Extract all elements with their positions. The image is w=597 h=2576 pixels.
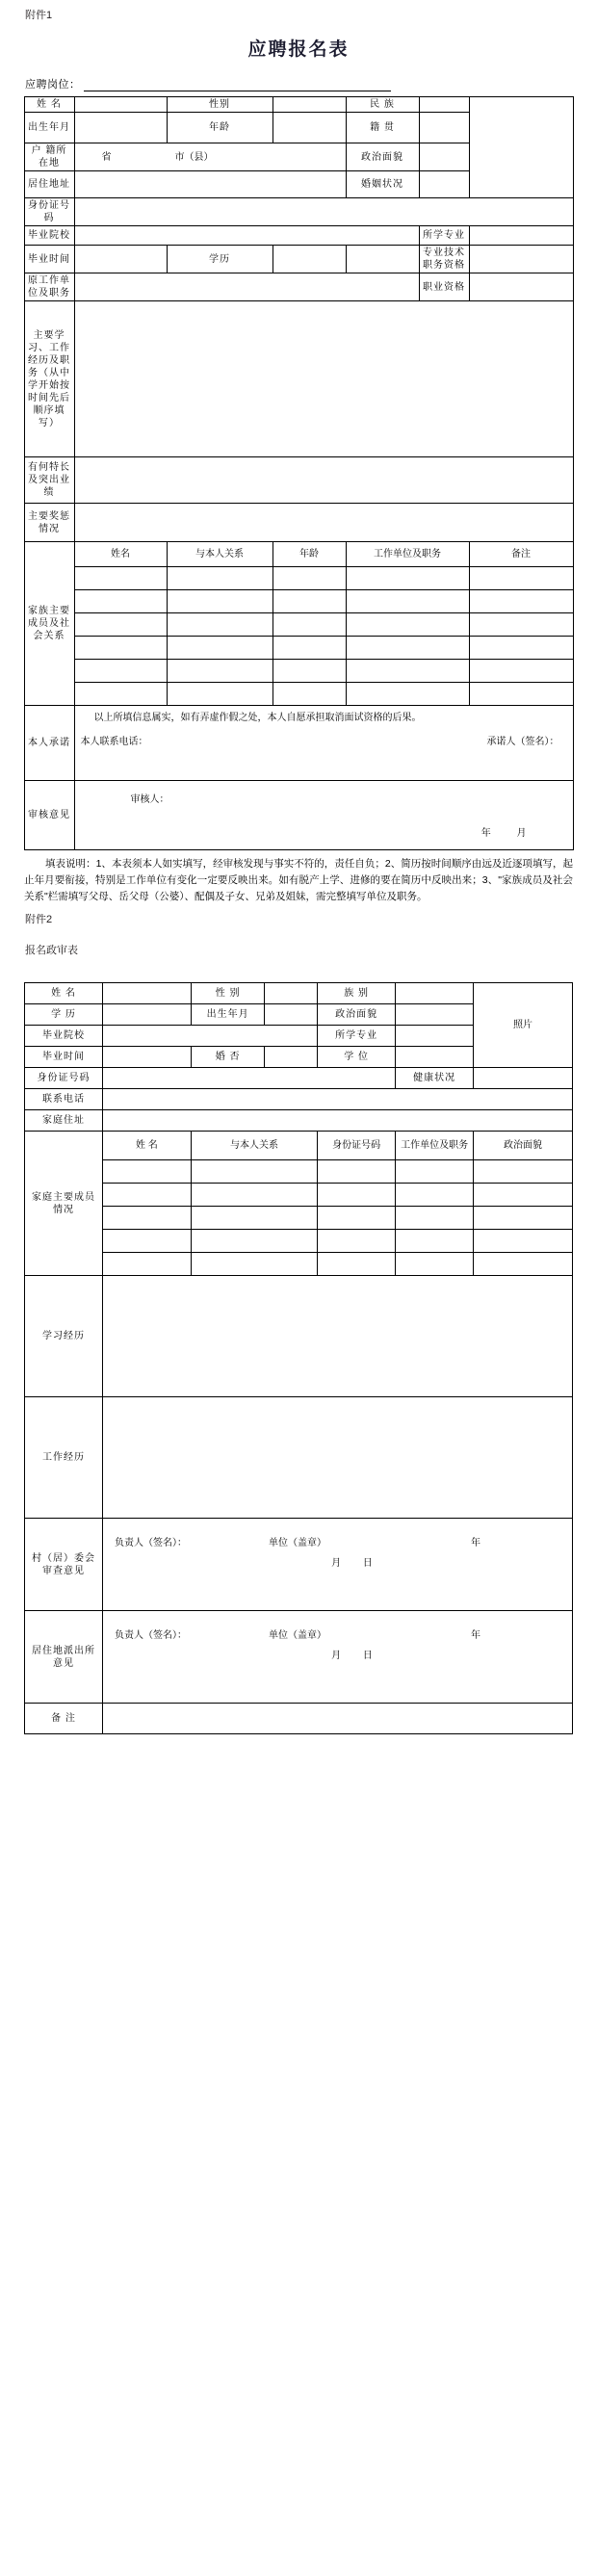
family-cell-relation[interactable]: [167, 590, 273, 613]
family-cell-relation[interactable]: [191, 1207, 317, 1230]
value-name[interactable]: [102, 983, 191, 1004]
table-row: [24, 567, 573, 590]
label-political-status: 政治面貌: [346, 143, 419, 171]
family-cell-relation[interactable]: [191, 1230, 317, 1253]
family-cell-work-unit[interactable]: [396, 1184, 474, 1207]
table-row: [24, 226, 573, 246]
commitment-text: 以上所填信息属实，如有弄虚作假之处，本人自愿承担取消面试资格的后果。: [93, 713, 422, 723]
table-row: [24, 504, 573, 542]
attachment-2-label: 附件2: [25, 914, 53, 925]
family-header-political-status: 政治面貌: [474, 1132, 573, 1160]
label-gender: 性 别: [191, 983, 265, 1004]
label-phone: 联系电话: [25, 1089, 103, 1110]
label-police-station-opinion: 居住地派出所意见: [25, 1611, 103, 1704]
value-name[interactable]: [74, 97, 167, 113]
value-specialty[interactable]: [74, 457, 573, 504]
label-former-work-unit: 原工作单位及职务: [24, 273, 74, 301]
table-row: [24, 246, 573, 273]
value-married[interactable]: [265, 1047, 318, 1068]
family-cell-name[interactable]: [74, 613, 167, 637]
family-cell-relation[interactable]: [167, 567, 273, 590]
label-study-experience: 学习经历: [25, 1276, 103, 1397]
value-birth-date[interactable]: [265, 1004, 318, 1026]
family-cell-name[interactable]: [74, 660, 167, 683]
label-main-experience: 主要学习、工作经历及职务（从中学开始按时间先后顺序填写）: [24, 301, 74, 457]
family-cell-name[interactable]: [74, 567, 167, 590]
table-row: [25, 1276, 573, 1397]
value-degree[interactable]: [396, 1047, 474, 1068]
family-cell-id-number[interactable]: [318, 1160, 396, 1184]
table-row: [25, 1253, 573, 1276]
label-married: 婚 否: [191, 1047, 265, 1068]
table-row: [25, 1611, 573, 1704]
family-cell-relation[interactable]: [167, 613, 273, 637]
responsible-signature-label: 负责人（签名）：: [114, 1630, 187, 1641]
family-cell-remark[interactable]: [469, 637, 573, 660]
value-degree-blank[interactable]: [346, 246, 419, 273]
table-row: [24, 590, 573, 613]
table-row: [25, 1519, 573, 1611]
label-gender: 性别: [167, 97, 273, 113]
family-cell-name[interactable]: [74, 683, 167, 706]
applied-post-input[interactable]: [84, 81, 392, 91]
family-cell-political-status[interactable]: [474, 1184, 573, 1207]
family-cell-remark[interactable]: [469, 590, 573, 613]
family-cell-remark[interactable]: [469, 613, 573, 637]
label-native-place: 籍 贯: [346, 113, 419, 143]
label-residence-address: 居住地址: [24, 171, 74, 198]
responsible-signature-label: 负责人（签名）：: [114, 1538, 187, 1548]
label-health-status: 健康状况: [396, 1068, 474, 1089]
value-residence-address[interactable]: [74, 171, 346, 198]
form1-title: 应聘报名表: [247, 39, 350, 60]
value-health-status[interactable]: [474, 1068, 573, 1089]
table-row: [24, 301, 573, 457]
label-political-status: 政治面貌: [318, 1004, 396, 1026]
family-cell-work-unit[interactable]: [346, 613, 469, 637]
value-graduated-school[interactable]: [102, 1026, 317, 1047]
table-row: [25, 1110, 573, 1132]
reviewer-label: 审核人：: [130, 794, 169, 805]
unit-seal-label: 单位（盖章）: [268, 1630, 326, 1641]
family-cell-name[interactable]: [74, 637, 167, 660]
month-day-label: 月 日: [331, 1558, 382, 1569]
table-row: [24, 542, 573, 567]
family-cell-age[interactable]: [273, 637, 346, 660]
label-village-committee-opinion: 村（居）委会审查意见: [25, 1519, 103, 1611]
label-household-location: 户 籍所在地: [24, 143, 74, 171]
label-birth-date: 出生年月: [24, 113, 74, 143]
family-cell-work-unit[interactable]: [396, 1207, 474, 1230]
value-education[interactable]: [273, 246, 346, 273]
family-cell-work-unit[interactable]: [346, 637, 469, 660]
photo-area[interactable]: [469, 97, 573, 198]
value-graduation-time[interactable]: [102, 1047, 191, 1068]
label-education: 学 历: [25, 1004, 103, 1026]
table-row: [24, 781, 573, 850]
family-cell-relation[interactable]: [191, 1160, 317, 1184]
family-header-remark: 备注: [469, 542, 573, 567]
family-cell-age[interactable]: [273, 590, 346, 613]
value-id-number[interactable]: [74, 198, 573, 226]
family-cell-relation[interactable]: [167, 660, 273, 683]
family-cell-id-number[interactable]: [318, 1184, 396, 1207]
family-cell-remark[interactable]: [469, 567, 573, 590]
label-major: 所学专业: [318, 1026, 396, 1047]
label-ethnicity: 族 别: [318, 983, 396, 1004]
family-cell-political-status[interactable]: [474, 1253, 573, 1276]
value-ethnicity[interactable]: [419, 97, 469, 113]
value-major[interactable]: [469, 226, 573, 246]
family-cell-relation[interactable]: [167, 637, 273, 660]
label-graduated-school: 毕业院校: [25, 1026, 103, 1047]
family-cell-name[interactable]: [102, 1207, 191, 1230]
family-cell-work-unit[interactable]: [396, 1160, 474, 1184]
value-study-experience[interactable]: [102, 1276, 572, 1397]
label-degree: 学 位: [318, 1047, 396, 1068]
value-remarks[interactable]: [102, 1704, 572, 1734]
label-home-address: 家庭住址: [25, 1110, 103, 1132]
family-cell-relation[interactable]: [167, 683, 273, 706]
year-label: 年: [470, 1630, 480, 1641]
family-cell-id-number[interactable]: [318, 1230, 396, 1253]
family-cell-id-number[interactable]: [318, 1207, 396, 1230]
family-cell-id-number[interactable]: [318, 1253, 396, 1276]
table-row: [25, 1160, 573, 1184]
family-cell-relation[interactable]: [191, 1184, 317, 1207]
label-professional-title: 专业技术职务资格: [419, 246, 469, 273]
value-id-number[interactable]: [102, 1068, 395, 1089]
label-remarks: 备 注: [25, 1704, 103, 1734]
family-cell-work-unit[interactable]: [396, 1230, 474, 1253]
label-specialty: 有何特长及突出业绩: [24, 457, 74, 504]
label-review-opinion: 审核意见: [24, 781, 74, 850]
table-row: [25, 1704, 573, 1734]
table-row: [25, 983, 573, 1004]
month-day-label: 月 日: [331, 1651, 382, 1661]
family-cell-age[interactable]: [273, 613, 346, 637]
label-id-number: 身份证号码: [25, 1068, 103, 1089]
family-header-age: 年龄: [273, 542, 346, 567]
family-header-id-number: 身份证号码: [318, 1132, 396, 1160]
value-awards[interactable]: [74, 504, 573, 542]
table-row: [24, 683, 573, 706]
label-name: 姓 名: [24, 97, 74, 113]
family-cell-remark[interactable]: [469, 660, 573, 683]
label-awards: 主要奖惩情况: [24, 504, 74, 542]
family-cell-name[interactable]: [102, 1160, 191, 1184]
family-header-relation: 与本人关系: [167, 542, 273, 567]
family-header-relation: 与本人关系: [191, 1132, 317, 1160]
review-opinion-area[interactable]: [74, 781, 573, 850]
value-graduated-school[interactable]: [74, 226, 419, 246]
value-ethnicity[interactable]: [396, 983, 474, 1004]
form1-table: [24, 96, 574, 850]
family-cell-name[interactable]: [102, 1253, 191, 1276]
label-graduated-school: 毕业院校: [24, 226, 74, 246]
value-graduation-time[interactable]: [74, 246, 167, 273]
form2-table: [24, 982, 573, 1734]
label-graduation-time: 毕业时间: [24, 246, 74, 273]
table-row: [24, 660, 573, 683]
family-cell-relation[interactable]: [191, 1253, 317, 1276]
table-row: [24, 706, 573, 781]
value-main-experience[interactable]: [74, 301, 573, 457]
label-id-number: 身份证号码: [24, 198, 74, 226]
family-header-work-unit: 工作单位及职务: [346, 542, 469, 567]
label-family-members: 家庭主要成员情况: [25, 1132, 103, 1276]
label-graduation-time: 毕业时间: [25, 1047, 103, 1068]
family-cell-name[interactable]: [74, 590, 167, 613]
promisor-signature-label: 承诺人（签名）：: [486, 737, 559, 747]
value-phone[interactable]: [102, 1089, 572, 1110]
family-cell-work-unit[interactable]: [346, 590, 469, 613]
label-age: 年龄: [167, 113, 273, 143]
label-job-qualification: 职业资格: [419, 273, 469, 301]
label-ethnicity: 民 族: [346, 97, 419, 113]
unit-seal-label: 单位（盖章）: [268, 1538, 326, 1548]
table-row: [24, 273, 573, 301]
value-job-qualification[interactable]: [469, 273, 573, 301]
year-label: 年: [470, 1538, 480, 1548]
table-row: [24, 457, 573, 504]
value-former-work-unit[interactable]: [74, 273, 419, 301]
value-gender[interactable]: [265, 983, 318, 1004]
table-row: [24, 198, 573, 226]
family-cell-remark[interactable]: [469, 683, 573, 706]
applied-post-line: [25, 76, 391, 91]
value-work-experience[interactable]: [102, 1397, 572, 1519]
commitment-area[interactable]: [74, 706, 573, 781]
label-commitment: 本人承诺: [24, 706, 74, 781]
family-header-name: 姓 名: [102, 1132, 191, 1160]
family-header-name: 姓名: [74, 542, 167, 567]
value-native-place[interactable]: [419, 113, 469, 143]
value-household-location[interactable]: [74, 143, 346, 171]
value-professional-title[interactable]: [469, 246, 573, 273]
table-row: [24, 637, 573, 660]
value-age[interactable]: [273, 113, 346, 143]
label-marital-status: 婚姻状况: [346, 171, 419, 198]
form1-notes: 填表说明：1、本表须本人如实填写，经审核发现与事实不符的，责任自负；2、简历按时间顺序由远及近逐项填写，起止年月要衔接，特别是工作单位有变化一定要反映出来。如有脱产上学、进修的要在简历中反映出来；3、"家族成员及社会关系"栏需填写父母、岳父母（公婆）、配偶及子女、兄弟及姐妹，需完整填写单位及职务。: [24, 858, 573, 902]
photo-area[interactable]: 照片: [474, 983, 573, 1068]
family-cell-political-status[interactable]: [474, 1230, 573, 1253]
table-row: [25, 1184, 573, 1207]
value-birth-date[interactable]: [74, 113, 167, 143]
label-birth-date: 出生年月: [191, 1004, 265, 1026]
family-header-work-unit: 工作单位及职务: [396, 1132, 474, 1160]
table-row: [25, 1068, 573, 1089]
family-cell-name[interactable]: [102, 1230, 191, 1253]
table-row: [24, 613, 573, 637]
label-name: 姓 名: [25, 983, 103, 1004]
value-village-committee-opinion[interactable]: [102, 1519, 572, 1611]
value-major[interactable]: [396, 1026, 474, 1047]
label-major: 所学专业: [419, 226, 469, 246]
table-row: [25, 1397, 573, 1519]
family-cell-work-unit[interactable]: [346, 567, 469, 590]
applied-post-label: 应聘岗位：: [25, 79, 81, 91]
label-family-relations: 家族主要成员及社会关系: [24, 542, 74, 706]
table-row: [25, 1207, 573, 1230]
label-education: 学历: [167, 246, 273, 273]
value-gender[interactable]: [273, 97, 346, 113]
value-home-address[interactable]: [102, 1110, 572, 1132]
table-row: [25, 1230, 573, 1253]
label-province: 省: [101, 151, 112, 163]
table-row: [25, 1132, 573, 1160]
contact-phone-label: 本人联系电话：: [80, 737, 148, 747]
document-page: [0, 9, 597, 1750]
table-row: [24, 97, 573, 113]
family-cell-political-status[interactable]: [474, 1207, 573, 1230]
family-cell-work-unit[interactable]: [346, 683, 469, 706]
value-political-status[interactable]: [396, 1004, 474, 1026]
value-political-status[interactable]: [419, 143, 469, 171]
family-cell-age[interactable]: [273, 660, 346, 683]
family-cell-work-unit[interactable]: [346, 660, 469, 683]
value-police-station-opinion[interactable]: [102, 1611, 572, 1704]
family-cell-age[interactable]: [273, 567, 346, 590]
review-date: 年 月: [480, 828, 538, 839]
label-city-county: 市（县）: [174, 151, 214, 163]
family-cell-political-status[interactable]: [474, 1160, 573, 1184]
family-cell-age[interactable]: [273, 683, 346, 706]
attachment-1-label: 附件1: [25, 10, 53, 21]
label-work-experience: 工作经历: [25, 1397, 103, 1519]
family-cell-name[interactable]: [102, 1184, 191, 1207]
value-marital-status[interactable]: [419, 171, 469, 198]
value-education[interactable]: [102, 1004, 191, 1026]
family-cell-work-unit[interactable]: [396, 1253, 474, 1276]
table-row: [25, 1089, 573, 1110]
form2-title: 报名政审表: [25, 945, 78, 956]
